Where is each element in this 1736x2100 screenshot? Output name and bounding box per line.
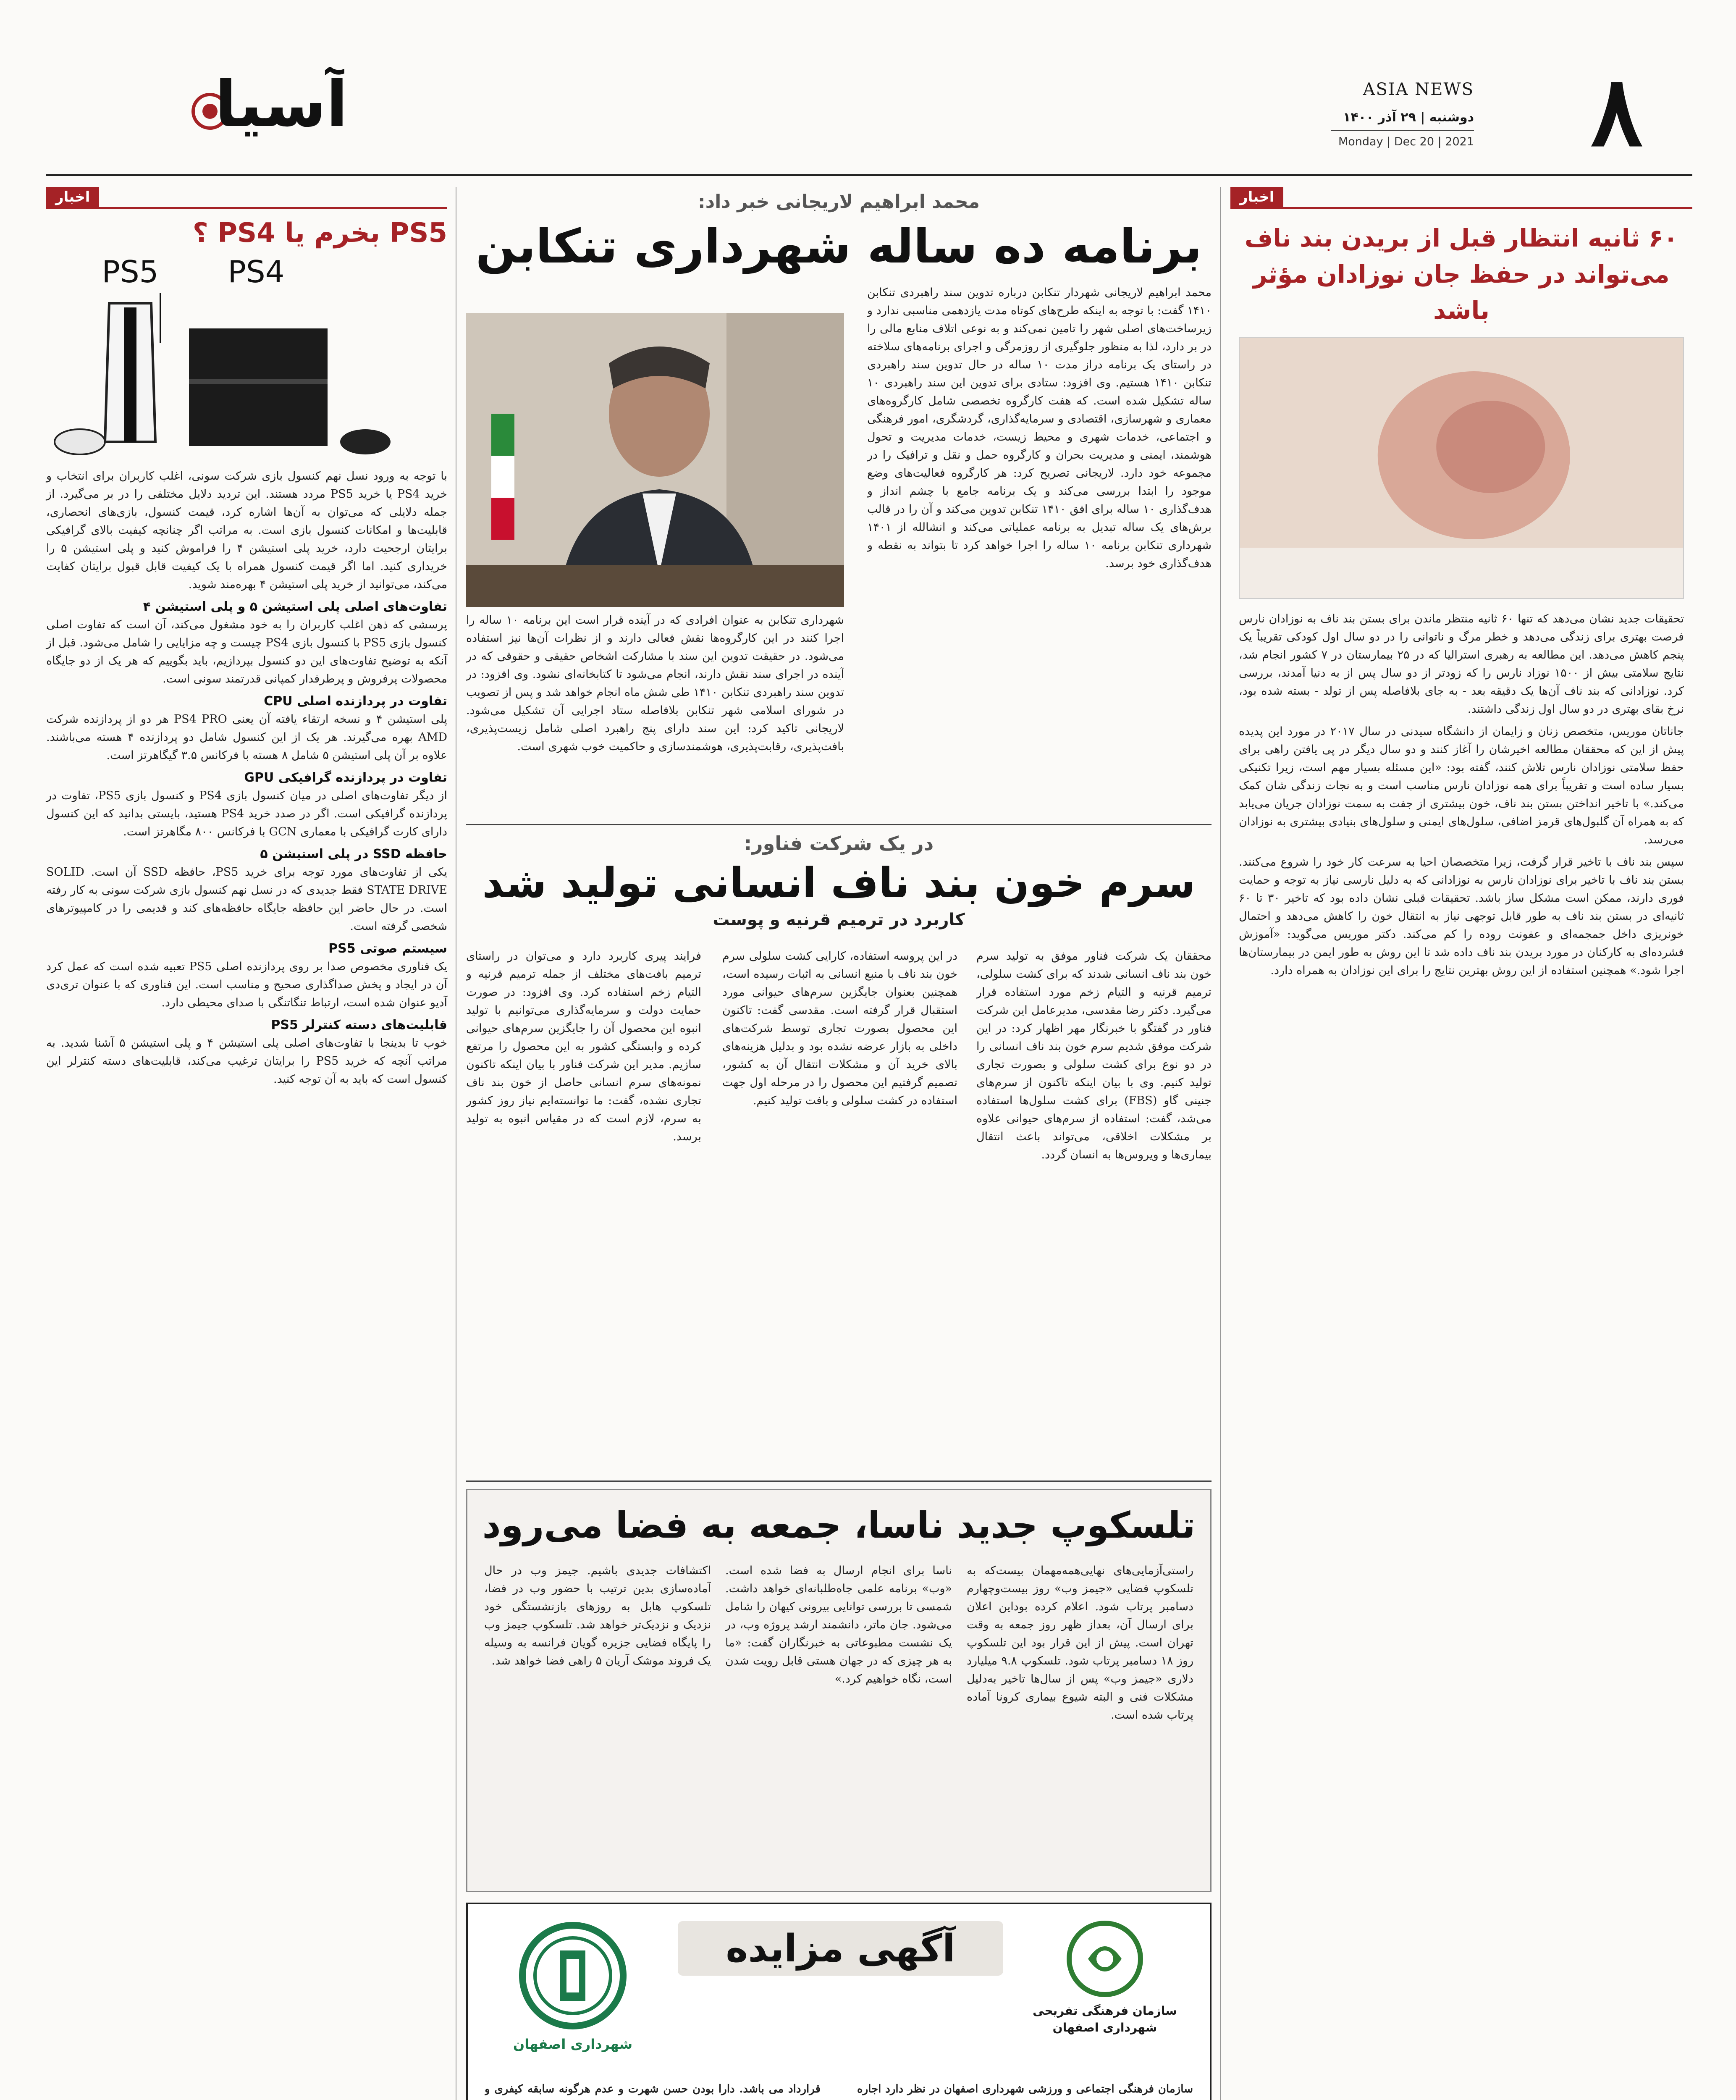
- section-text: خوب تا بدینجا با تفاوت‌های اصلی پلی استیشن ۴ و پلی استیشن ۵ آشنا شدید. به مراتب آنچه که خرید PS5 را برایتان ترغیب می‌کند، قابلیت‌های دسته کنترلر این کنسول است که باید به آن توجه کنید.: [46, 1037, 447, 1086]
- left-section-6: [46, 1018, 447, 1088]
- section-title: سیستم صوتی PS5: [328, 941, 447, 956]
- page-number: ۸: [1591, 55, 1643, 168]
- serum-col-2: در این پروسه استفاده، کارایی کشت سلولی سرم خون بند ناف با منبع انسانی به اثبات رسیده است، همچنین بعنوان جایگزین سرم‌های حیوانی مورد استقبال قرار گرفته است. مقدسی گفت: تاکنون این محصول بصورت تجاری توسط شرکت‌های داخلی به بازار عرضه نشده بود و بدلیل هزینه‌های بالای خرید آن و مشکلات انتقال آن به کشور، تصمیم گرفتیم این محصول را در مرحله اول جهت استفاده در کشت سلولی و بافت تولید کنیم.: [722, 950, 957, 1107]
- page-header: [0, 0, 1736, 176]
- nasa-col-3: اکتشافات جدیدی باشیم. جیمز وب در حال آماده‌سازی بدین ترتیب با حضور وب در فضا، تلسکوپ هابل به روزهای بازنشستگی خود نزدیک و نزدیک‌تر خواهد شد. تلسکوپ جیمز وب را پایگاه فضایی جزیره گویان فرانسه به وسیله یک فروند موشک آریان ۵ راهی فضا خواهد شد.: [484, 1564, 711, 1667]
- ps4-label: PS4: [228, 254, 285, 289]
- ad-right-logo: [1017, 1917, 1193, 2068]
- right-kicker: اخبار: [1230, 187, 1283, 207]
- date-separator: [1331, 130, 1474, 131]
- section-text: پرسشی که ذهن اغلب کاربران را به خود مشغول می‌کند، آن است که تفاوت اصلی کنسول بازی PS5 با کنسول بازی PS4 چیست و چه مزایایی را شامل می‌شود. قبل از آنکه به توضیح تفاوت‌های این دو کنسول بپردازیم، باید بگوییم که هر یک از دو جایگاه محصولات پرفروش و پرطرفدار کمپانی قدرتمند سونی است.: [46, 618, 447, 685]
- right-headline: ۶۰ ثانیه انتظار قبل از بریدن بند ناف می‌تواند در حفظ جان نوزادان مؤثر باشد: [1244, 224, 1678, 325]
- right-body-3: سپس بند ناف با تاخیر قرار گرفت، زیرا متخصصان احیا به سرعت کار خود را شروع می‌کنند. بستن بند ناف با تاخیر برای نوزادان نارس به نوزادانی که به دلیل نارسی نیاز به توجه و حمایت فوری دارند، ممکن است مشکل ساز باشد. تحقیقات قبلی نشان داده بود که تاخیر ۳۰ تا ۶۰ ثانیه‌ای در بستن بند ناف به طور قابل توجهی نیاز به انتقال خون را کاهش می‌دهد و احتمال خونریزی داخل جمجمه‌ای و عفونت روده را کم می‌کند. دکتر موریس می‌گوید: «آموزش فشرده‌ای به کارکنان در مورد بریدن بند ناف داده شد تا این روش به طور ایمن در بیمارستان‌ها اجرا شود.» همچنین استفاده از این روش بهترین نتایج را برای این نوزادان به همراه دارد.: [1239, 856, 1684, 977]
- serum-subhead: کاربرد در ترمیم قرنیه و پوست: [713, 910, 965, 929]
- ad-right-logo-caption: سازمان فرهنگی تفریحی شهرداری اصفهان: [1033, 2004, 1177, 2034]
- section-text: یک فناوری مخصوص صدا بر روی پردازنده اصلی PS5 تعبیه شده است که عمل کرد آن در ایجاد و پخش صداگذاری صحیح و مناسب است. این فناوری که با عنوان تری‌دی آدیو عنوان شده است، ارتباط تنگاتنگی با صدای محیطی دارد.: [46, 960, 447, 1009]
- auction-ad: [466, 1903, 1212, 2100]
- ad-left-logo: [485, 1917, 661, 2085]
- section-text: از دیگر تفاوت‌های اصلی در میان کنسول بازی PS4 و کنسول بازی PS5، تفاوت در پردازنده گرافیکی است. اگر در صدد خرید PS4 هستید، بایستی بدانید که این کنسول دارای کارت گرافیکی با معماری GCN با فرکانس ۸۰۰ مگاهرتز است.: [46, 789, 447, 838]
- ad-col-2: قرارداد می باشد. دارا بودن حسن شهرت و عدم هرگونه سابقه کیفری و: [485, 2083, 821, 2095]
- right-body-2: جاناتان موریس، متخصص زنان و زایمان از دانشگاه سیدنی در سال ۲۰۱۷ در مورد این پدیده پیش از این که محققان مطالعه اخیرشان را آغاز کنند و دو سال دیگر در پی یافتن راهی برای حفظ سلامتی نوزادان نارس تلاش کنند، گفته بود: «این مسئله بسیار مهم است، زیرا تکنیکی بسیار ساده است و تقریباً برای همه نوزادان نارس مناسب است و به نجات زندگی شان کمک می‌کند.» با تاخیر انداختن بستن بند ناف، خون بیشتری از جفت به سمت نوزادان جریان می‌یابد که به همراه آن گلبول‌های قرمز اضافی، سلول‌های ایمنی و سلول‌های بنیادی بیشتری به نوزادان می‌رسد.: [1239, 725, 1684, 846]
- section-title: قابلیت‌های دسته کنترلر PS5: [271, 1018, 447, 1032]
- section-title: حافظه SSD در پلی استیشن ۵: [260, 847, 447, 861]
- right-body-1: تحقیقات جدید نشان می‌دهد که تنها ۶۰ ثانیه منتظر ماندن برای بستن بند ناف به نوزادان نارس فرصت بهتری برای زندگی می‌دهد و خطر مرگ و ناتوانی را در دو سال اول کودکی تقریباً یک پنجم کاهش می‌دهد. این مطالعه به رهبری استرالیا که در ۲۵ بیمارستان در ۷ کشور انجام شد، نتایج سلامتی بیش از ۱۵۰۰ نوزاد نارس را که زودتر از دو سال پس از به دنیا آمدند، بررسی کرد. نوزادانی که بند ناف آن‌ها یک دقیقه بعد - به جای بلافاصله پس از تولد - بسته شده بود، نرخ بقای بهتری در دو سال اول زندگی داشتند.: [1239, 612, 1684, 716]
- left-section-5: [46, 941, 447, 1012]
- left-column: [46, 187, 447, 2100]
- left-headline: PS5 بخرم یا PS4 ؟: [192, 218, 447, 249]
- right-column: [1230, 187, 1692, 2100]
- left-intro: با توجه به ورود نسل نهم کنسول بازی شرکت سونی، اغلب کاربران برای انتخاب و خرید PS4 یا خرید PS5 مردد هستند. این تردید دلایل مختلفی را در بر می‌گیرد. از جمله دلایلی که می‌توان به آن‌ها اشاره کرد، قیمت کنسول، بازی‌های انحصاری، قابلیت‌ها و امکانات کنسول بازی است. به مراتب اگر چنانچه کیفیت بالای گرافیکی برایتان ارجحیت دارد، خرید پلی استیشن ۴ را فراموش کنید و پلی استیشن ۵ را خریداری کنید. اما اگر قیمت کنسول همراه با یک کیفیت قابل قبول برایتان کفایت می‌کند، می‌توانید از خرید پلی استیشن ۴ بهره‌مند شوید.: [46, 470, 447, 591]
- center-col-2: شهرداری تنکابن به عنوان افرادی که در آینده قرار است این برنامه ۱۰ ساله را اجرا کنند در این کارگروه‌ها نقش فعالی دارند و از نظرات آن‌ها نیز استفاده می‌شود. در حقیقت تدوین این سند با مشارکت اشخاص حقیقی و حقوقی که در آینده در اجرای سند نقش دارند، انجام می‌شود تا کتابخانه‌ای نشود. وی افزود: در تدوین سند راهبردی تنکابن ۱۴۱۰ طی شش ماه انجام خواهد شد و پس از تصویب در شورای اسلامی شهر تنکابن بلافاصله ستاد اجرایی آن تشکیل می‌شود. لاریجانی تاکید کرد: این سند دارای پنج راهبرد اصلی شامل زیست‌پذیری، بافت‌پذیری، رقابت‌پذیری، هوشمندسازی و حاکمیت خوب شهری است.: [466, 614, 844, 753]
- ad-col-1: سازمان فرهنگی اجتماعی و ورزشی شهرداری اصفهان در نظر دارد اجاره: [857, 2083, 1193, 2095]
- serum-headline: سرم خون بند ناف انسانی تولید شد: [482, 859, 1196, 907]
- section-title: تفاوت در پردازنده گرافیکی GPU: [244, 770, 447, 785]
- paper-name-en: ASIA NEWS: [1363, 80, 1474, 99]
- paper-logo[interactable]: [185, 67, 344, 155]
- left-section-2: [46, 694, 447, 764]
- serum-col-1: محققان یک شرکت فناور موفق به تولید سرم خون بند ناف انسانی شدند که برای کشت سلولی، ترمیم قرنیه و التیام زخم مورد استفاده قرار می‌گیرد. دکتر رضا مقدسی، مدیرعامل این شرکت فناور در گفتگو با خبرنگار مهر اظهار کرد: در این شرکت موفق شدیم سرم خون بند ناف انسانی را در دو نوع برای کشت سلولی و بصورت تجاری تولید کنیم. وی با بیان اینکه تاکنون از سرم‌های جنینی گاو (FBS) برای کشت سلول‌ها استفاده می‌شد، گفت: استفاده از سرم‌های حیوانی علاوه بر مشکلات اخلاقی، می‌تواند باعث انتقال بیماری‌ها و ویروس‌ها به انسان گردد.: [976, 950, 1212, 1161]
- console-image: [46, 253, 447, 463]
- date-fa: دوشنبه | ۲۹ آذر ۱۴۰۰: [1343, 110, 1474, 125]
- center-rule-2: [466, 1480, 1212, 1482]
- serum-col-3: فرایند پیری کاربرد دارد و می‌توان در راستای ترمیم بافت‌های مختلف از جمله ترمیم قرنیه و التیام زخم استفاده کرد. وی افزود: در صورت حمایت دولت و سرمایه‌گذاری می‌توانیم با تولید انبوه این محصول آن را جایگزین سرم‌های حیوانی کرده و وابستگی کشور به این محصول را مرتفع سازیم. مدیر این شرکت فناور با بیان اینکه تاکنون نمونه‌های سرم انسانی حاصل از خون بند ناف تجاری نشده، گفت: ما توانسته‌ایم نیاز روز کشور به سرم، لازم است که در مقیاس انبوه به تولید برسد.: [466, 950, 701, 1143]
- date-en: Monday | Dec 20 | 2021: [1338, 135, 1474, 148]
- ps5-label: PS5: [102, 254, 159, 289]
- center-kicker: محمد ابراهیم لاریجانی خبر داد:: [698, 191, 980, 213]
- left-section-3: [46, 770, 447, 841]
- right-column-divider: [1220, 187, 1221, 2100]
- section-title: تفاوت‌های اصلی پلی استیشن ۵ و پلی استیشن ۴: [143, 599, 447, 614]
- left-kicker-bar: [46, 187, 447, 209]
- left-kicker: اخبار: [46, 187, 99, 207]
- right-kicker-bar: [1230, 187, 1692, 209]
- center-headline: برنامه ده ساله شهرداری تنکابن: [475, 219, 1202, 274]
- nasa-col-2: ناسا برای انجام ارسال به فضا شده است. «وب» برنامه علمی جاه‌طلبانه‌ای خواهد داشت. شمسی تا بررسی توانایی بیرونی کیهان را شامل می‌شود. جان ماتر، دانشمند ارشد پروژه وب، در یک نشست مطبوعاتی به خبرنگاران گفت: «ما به هر چیزی که در جهان هستی قابل رویت شدن است، نگاه خواهیم کرد.»: [725, 1564, 952, 1685]
- nasa-article: [466, 1489, 1212, 1892]
- nasa-headline: تلسکوپ جدید ناسا، جمعه به فضا می‌رود: [482, 1504, 1196, 1546]
- section-text: پلی استیشن ۴ و نسخه ارتقاء یافته آن یعنی PS4 PRO هر دو از پردازنده شرکت AMD بهره می‌گیرند. هر یک از این کنسول شامل دو پردازنده ۴ هسته می‌باشند. علاوه بر آن پلی استیشن ۵ شامل ۸ هسته با فرکانس ۳.۵ گیگاهرتز است.: [46, 713, 447, 762]
- ad-left-logo-caption: شهرداری اصفهان: [513, 2036, 633, 2052]
- left-section-1: [46, 599, 447, 688]
- logo-text: آسیا: [215, 68, 344, 141]
- ad-title-box: [678, 1921, 1003, 1976]
- center-rule-1: [466, 824, 1212, 825]
- mayor-photo: [466, 313, 844, 607]
- left-section-4: [46, 847, 447, 935]
- serum-article: [466, 830, 1212, 1476]
- header-rule: [46, 174, 1692, 176]
- section-text: یکی از تفاوت‌های مورد توجه برای خرید PS5، حافظه SSD آن است. SOLID STATE DRIVE فقط جدیدی که در نسل نهم کنسول بازی شرکت سونی به کار رفته است. در حال حاضر این حافظه جایگاه حافظه‌های کند و قدیمی را در کامپیوترهای شخصی گرفته است.: [46, 866, 448, 933]
- newborn-photo: [1239, 337, 1684, 599]
- nasa-col-1: راستی‌آزمایی‌های نهایی‌همه‌مهمان بیست‌که به تلسکوپ فضایی «جیمز وب» روز بیست‌وچهارم دسامبر پرتاب شود. اعلام کرده بود‌این اعلان برای ارسال آن، بعداز ظهر روز جمعه به وقت تهران است. پیش از این قرار بود این تلسکوپ روز ۱۸ دسامبر پرتاب شود. تلسکوپ ۹.۸ میلیارد دلاری «جیمز وب» پس از سال‌ها تاخیر به‌دلیل مشکلات فنی و البته شیوع بیماری کرونا آماده پرتاب شده است.: [967, 1564, 1193, 1722]
- ad-title: آگهی مزایده: [726, 1926, 955, 1971]
- center-col-1: محمد ابراهیم لاریجانی شهردار تنکابن درباره تدوین سند راهبردی تنکابن ۱۴۱۰ گفت: با توجه به اینکه طرح‌های کوتاه مدت یازدهمی مناسبی ندارد و زیرساخت‌های اصلی شهر را تامین نمی‌کند و به نوعی اتلاف منابع مالی را در بر دارد، لذا به منظور جلوگیری از روزمرگی و اجرای برنامه‌های سلاخته در راستای یک برنامه دراز مدت ۱۰ ساله در حال تدوین سند راهبردی تنکابن ۱۴۱۰ هستیم. وی افزود: ستادی برای تدوین این سند راهبردی ۱۰ ساله تشکیل شده است. که هفت کارگروه تخصصی شامل کارگروه‌های معماری و شهرسازی، اقتصادی و سرمایه‌گذاری، گردشگری، امور فرهنگی و اجتماعی، خدمات شهری و محیط زیست، خدمات مدیریت و تحول هوشمند، ایمنی و مدیریت بحران و کارگروه حمل و نقل و ترافیک را در مجموعه خود دارد. لاریجانی تصریح کرد: هر کارگروه فعالیت‌های وضع موجود را ابتدا بررسی می‌کند و یک برنامه جامع با چشم انداز و هدف‌گذاری ۱۰ ساله برای افق ۱۴۱۰ تنکابن تدوین می‌کند و آن را در قالب برش‌های یک ساله تبدیل به برنامه عملیاتی می‌کند و انشالله از ۱۴۰۱ شهرداری تنکابن برنامه ۱۰ ساله را اجرا خواهد کرد تا بتواند به نقطه و هدف‌گذاری خود برسد.: [867, 286, 1212, 570]
- section-title: تفاوت در پردازنده اصلی CPU: [264, 694, 447, 709]
- center-article: [466, 187, 1212, 821]
- serum-kicker: در یک شرکت فناور:: [744, 832, 934, 855]
